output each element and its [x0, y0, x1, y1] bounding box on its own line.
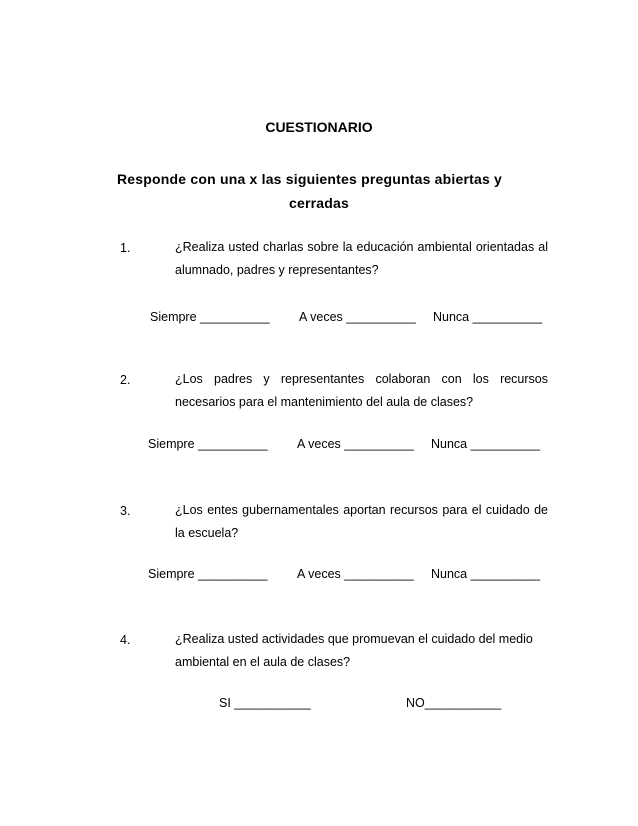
question-3-line-2: la escuela? [175, 526, 239, 540]
question-2-line-1: ¿Los padres y representantes colaboran con los recursos [175, 372, 548, 386]
question-1-option-nunca[interactable]: Nunca __________ [433, 310, 543, 324]
question-3-option-nunca[interactable]: Nunca __________ [431, 567, 541, 581]
question-1-option-a-veces[interactable]: A veces __________ [299, 310, 416, 324]
question-3-line-1: ¿Los entes gubernamentales aportan recursos para el cuidado de [175, 503, 548, 517]
question-3-text [175, 499, 548, 545]
question-2-option-siempre[interactable]: Siempre __________ [148, 437, 268, 451]
questionnaire-title: CUESTIONARIO [265, 119, 373, 135]
instructions-line-1: Responde con una x las siguientes preguntas abiertas y [117, 171, 503, 187]
question-4-text [175, 628, 548, 674]
question-3-option-a-veces[interactable]: A veces __________ [297, 567, 414, 581]
question-1-option-siempre[interactable]: Siempre __________ [150, 310, 270, 324]
question-2-number: 2. [120, 373, 131, 387]
question-2-option-a-veces[interactable]: A veces __________ [297, 437, 414, 451]
question-1-line-1: ¿Realiza usted charlas sobre la educación ambiental orientadas al [175, 240, 548, 254]
question-3-number: 3. [120, 504, 131, 518]
question-3-option-siempre[interactable]: Siempre __________ [148, 567, 268, 581]
question-2-line-2: necesarios para el mantenimiento del aula de clases? [175, 395, 474, 409]
question-1-text [175, 236, 548, 282]
question-4-option-no[interactable]: NO___________ [406, 696, 502, 710]
question-4-number: 4. [120, 633, 131, 647]
instructions-line-2: cerradas [289, 195, 349, 211]
question-4-line-2: ambiental en el aula de clases? [175, 655, 351, 669]
question-4-option-si[interactable]: SI ___________ [219, 696, 311, 710]
question-2-text [175, 368, 548, 414]
question-1-line-2: alumnado, padres y representantes? [175, 263, 379, 277]
question-2-option-nunca[interactable]: Nunca __________ [431, 437, 541, 451]
question-1-number: 1. [120, 241, 131, 255]
question-4-line-1: ¿Realiza usted actividades que promuevan el cuidado del medio [175, 632, 533, 646]
